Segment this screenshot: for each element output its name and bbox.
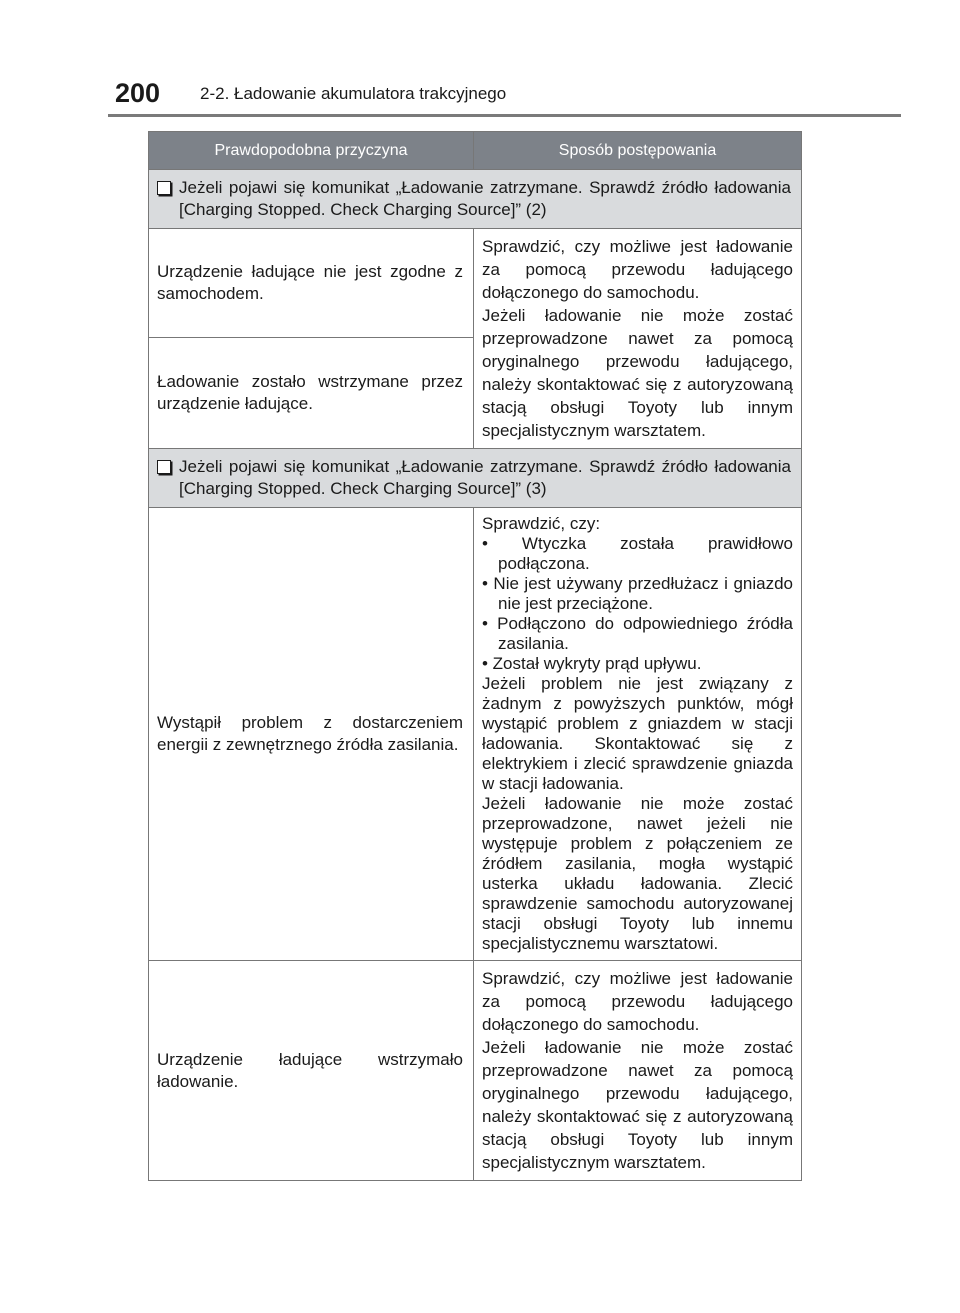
remedy-paragraph: Sprawdzić, czy możliwe jest ładowanie za pomocą przewodu ładującego dołączonego do samochodu. [482, 237, 793, 302]
table-row [149, 961, 802, 1181]
remedy-cell [474, 961, 802, 1181]
cause-cell: Urządzenie ładujące nie jest zgodne z samochodem. [149, 229, 474, 338]
group-heading [149, 449, 802, 508]
remedy-intro: Sprawdzić, czy: [482, 514, 601, 533]
remedy-paragraph: Jeżeli ładowanie nie może zostać przeprowadzone nawet za pomocą oryginalnego przewodu ładującego, należy skontaktować się z autoryzowaną stacją obsługi Toyoty lub innym specjalistycznym warsztatem. [482, 306, 793, 440]
group-heading-row [149, 449, 802, 508]
remedy-cell [474, 229, 802, 449]
group-heading [149, 170, 802, 229]
check-item: • Podłączono do odpowiedniego źródła zasilania. [482, 614, 793, 653]
group-heading-row [149, 170, 802, 229]
cause-cell: Ładowanie zostało wstrzymane przez urządzenie ładujące. [149, 338, 474, 449]
page-header [0, 0, 960, 116]
cause-cell: Wystąpił problem z dostarczeniem energii z zewnętrznego źródła zasilania. [149, 508, 474, 961]
section-title: 2-2. Ładowanie akumulatora trakcyjnego [200, 84, 507, 103]
remedy-paragraph: Jeżeli problem nie jest związany z żadnym z powyższych punktów, mógł wystąpić problem z gniazdem w stacji ładowania. Skontaktować się z elektrykiem i zlecić sprawdzenie gniazda w stacji ładowania. [482, 674, 793, 793]
group-heading-text: Jeżeli pojawi się komunikat „Ładowanie zatrzymane. Sprawdź źródło ładowania [Charging Stopped. Check Charging Source]” (3) [179, 457, 791, 498]
column-header-cause: Prawdopodobna przyczyna [149, 132, 474, 170]
checkbox-bullet-icon [157, 181, 171, 195]
table-header-row [149, 132, 802, 170]
table-row [149, 508, 802, 961]
check-item: • Wtyczka została prawidłowo podłączona. [482, 534, 793, 573]
remedy-paragraph: Sprawdzić, czy możliwe jest ładowanie za pomocą przewodu ładującego dołączonego do samochodu. [482, 969, 793, 1034]
check-item: • Został wykryty prąd upływu. [482, 654, 702, 673]
remedy-paragraph: Jeżeli ładowanie nie może zostać przeprowadzone, nawet jeżeli nie występuje problem z połączeniem ze źródłem zasilania, mogła wystąpić usterka układu ładowania. Zlecić sprawdzenie samochodu autoryzowanej stacji obsługi Toyoty lub innemu specjalistycznemu warsztatowi. [482, 794, 793, 953]
page-number: 200 [115, 78, 161, 108]
cause-cell: Urządzenie ładujące wstrzymało ładowanie. [149, 961, 474, 1181]
column-header-remedy: Sposób postępowania [474, 132, 802, 170]
header-divider [108, 114, 901, 117]
remedy-cell [474, 508, 802, 961]
remedy-paragraph: Jeżeli ładowanie nie może zostać przeprowadzone nawet za pomocą oryginalnego przewodu ładującego, należy skontaktować się z autoryzowaną stacją obsługi Toyoty lub innym specjalistycznym warsztatem. [482, 1038, 793, 1172]
checkbox-bullet-icon [157, 460, 171, 474]
group-heading-text: Jeżeli pojawi się komunikat „Ładowanie zatrzymane. Sprawdź źródło ładowania [Charging Stopped. Check Charging Source]” (2) [179, 178, 791, 219]
troubleshooting-table [148, 131, 802, 1181]
check-item: • Nie jest używany przedłużacz i gniazdo nie jest przeciążone. [482, 574, 793, 613]
table-row [149, 229, 802, 338]
